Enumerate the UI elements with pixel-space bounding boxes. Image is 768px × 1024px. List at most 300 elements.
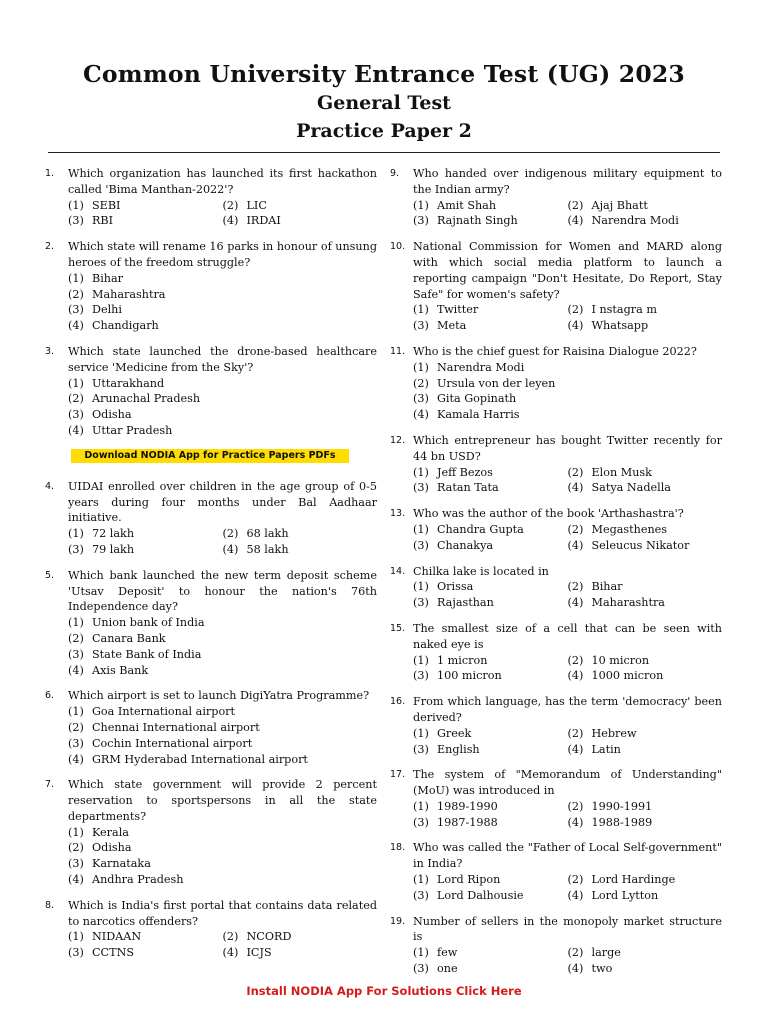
options-row	[68, 213, 377, 229]
option-2[interactable]	[568, 522, 723, 538]
options-list	[413, 302, 722, 334]
option-text: Gita Gopinath	[437, 392, 517, 406]
option-label: (3)	[413, 888, 429, 902]
question-4	[45, 479, 377, 558]
options-row	[413, 888, 722, 904]
option-label: (1)	[68, 705, 84, 719]
option-2[interactable]	[568, 465, 723, 481]
options-list	[68, 198, 377, 230]
option-label: (2)	[68, 287, 84, 301]
options-row	[68, 945, 377, 961]
option-2[interactable]	[568, 302, 723, 318]
question-text: Which organization has launched its first hackathon called 'Bima Manthan-2022'?	[68, 167, 377, 196]
option-2[interactable]	[68, 391, 377, 407]
option-label: (2)	[222, 930, 239, 944]
option-label: (4)	[222, 542, 239, 556]
option-text: Uttarakhand	[92, 376, 165, 390]
option-1[interactable]	[413, 522, 568, 538]
question-9	[390, 166, 722, 229]
options-list	[413, 579, 722, 611]
question-number: 14.	[390, 565, 406, 577]
option-2[interactable]	[68, 631, 377, 647]
option-label: (1)	[68, 376, 84, 390]
option-text: Meta	[437, 319, 467, 333]
option-3[interactable]	[413, 961, 568, 977]
option-label: (2)	[222, 527, 239, 541]
option-4[interactable]	[68, 663, 377, 679]
option-text: Andhra Pradesh	[92, 873, 184, 887]
option-label: (3)	[413, 319, 429, 333]
option-label: (2)	[567, 726, 584, 740]
option-text: few	[437, 946, 458, 960]
option-4[interactable]	[568, 668, 723, 684]
option-4[interactable]	[568, 480, 723, 496]
option-4[interactable]	[568, 595, 723, 611]
option-text: 1990-1991	[591, 799, 653, 813]
question-number: 7.	[45, 779, 55, 791]
question-number: 17.	[390, 769, 406, 781]
option-3[interactable]	[68, 856, 377, 872]
question-17	[390, 767, 722, 830]
option-2[interactable]	[223, 198, 378, 214]
option-label: (2)	[68, 841, 84, 855]
option-1[interactable]	[413, 872, 568, 888]
question-number: 19.	[390, 915, 406, 927]
option-label: (3)	[68, 214, 84, 228]
question-10	[390, 239, 722, 334]
option-label: (4)	[222, 946, 239, 960]
option-text: Rajnath Singh	[437, 214, 518, 228]
option-4[interactable]	[568, 318, 723, 334]
option-text: GRM Hyderabad International airport	[92, 752, 308, 766]
option-text: Ratan Tata	[437, 481, 499, 495]
option-4[interactable]	[568, 213, 723, 229]
options-row	[413, 318, 722, 334]
option-2[interactable]	[568, 872, 723, 888]
option-text: 58 lakh	[246, 542, 289, 556]
exam-subtitle: General Test	[317, 92, 451, 114]
option-3[interactable]	[413, 595, 568, 611]
option-label: (4)	[567, 538, 584, 552]
question-3	[45, 344, 377, 439]
option-text: Greek	[437, 726, 472, 740]
option-3[interactable]	[413, 538, 568, 554]
option-3[interactable]	[413, 391, 722, 407]
option-2[interactable]	[568, 653, 723, 669]
option-label: (2)	[68, 720, 84, 734]
download-app-banner[interactable]: Download NODIA App for Practice Papers PDFs	[71, 449, 349, 463]
option-label: (1)	[68, 616, 84, 630]
question-number: 10.	[390, 241, 406, 253]
option-text: Odisha	[92, 841, 132, 855]
option-4[interactable]	[68, 752, 377, 768]
option-text: Chandigarh	[92, 319, 159, 333]
option-3[interactable]	[68, 945, 223, 961]
option-label: (3)	[413, 742, 429, 756]
option-label: (2)	[567, 653, 584, 667]
question-text: Which state will rename 16 parks in honour of unsung heroes of the freedom struggle?	[68, 240, 377, 269]
option-1[interactable]	[68, 526, 223, 542]
option-label: (2)	[567, 465, 584, 479]
option-text: 10 micron	[591, 653, 650, 667]
options-list	[413, 872, 722, 904]
options-row	[413, 302, 722, 318]
option-label: (3)	[68, 946, 84, 960]
option-3[interactable]	[413, 668, 568, 684]
option-3[interactable]	[68, 302, 377, 318]
option-text: Amit Shah	[437, 198, 497, 212]
options-list	[68, 929, 377, 961]
option-3[interactable]	[68, 542, 223, 558]
option-text: CCTNS	[92, 946, 135, 960]
option-text: LIC	[246, 198, 267, 212]
option-label: (2)	[68, 392, 84, 406]
options-list	[68, 704, 377, 767]
question-text: Which entrepreneur has bought Twitter recently for 44 bn USD?	[413, 433, 722, 463]
option-4[interactable]	[68, 318, 377, 334]
option-text: ICJS	[246, 946, 272, 960]
question-12	[390, 433, 722, 496]
option-text: Hebrew	[591, 726, 637, 740]
option-text: Narendra Modi	[437, 360, 525, 374]
options-row	[413, 742, 722, 758]
question-text: National Commission for Women and MARD along with which social media platform to launch a reporting campaign "Don't Hesitate, Do Report, Stay Safe" for women's safety?	[413, 240, 722, 301]
question-number: 16.	[390, 696, 406, 708]
option-label: (3)	[413, 962, 429, 976]
option-label: (1)	[413, 522, 429, 536]
option-4[interactable]	[568, 888, 723, 904]
left-column	[45, 166, 377, 971]
question-text: Who was the author of the book 'Arthashastra'?	[413, 507, 684, 521]
option-text: Maharashtra	[92, 287, 166, 301]
question-number: 8.	[45, 899, 55, 911]
option-label: (1)	[68, 930, 84, 944]
options-row	[413, 872, 722, 888]
question-7	[45, 777, 377, 888]
option-label: (4)	[68, 663, 84, 677]
option-label: (3)	[68, 647, 84, 661]
option-label: (3)	[68, 857, 84, 871]
option-1[interactable]	[68, 929, 223, 945]
question-number: 15.	[390, 622, 406, 634]
option-4[interactable]	[68, 423, 377, 439]
option-text: IRDAI	[246, 214, 281, 228]
option-text: Lord Lytton	[591, 888, 659, 902]
question-text: UIDAI enrolled over children in the age group of 0-5 years during four months under Bal Aadhaar initiative.	[68, 479, 377, 525]
option-1[interactable]	[413, 653, 568, 669]
option-4[interactable]	[223, 542, 378, 558]
question-number: 2.	[45, 241, 55, 253]
options-row	[413, 961, 722, 977]
options-row	[413, 198, 722, 214]
option-label: (1)	[68, 271, 84, 285]
options-list	[68, 615, 377, 678]
option-text: two	[591, 962, 613, 976]
option-text: Maharashtra	[591, 596, 665, 610]
option-3[interactable]	[68, 213, 223, 229]
option-text: NIDAAN	[92, 930, 142, 944]
option-label: (3)	[68, 408, 84, 422]
option-label: (4)	[567, 888, 584, 902]
option-2[interactable]	[568, 726, 723, 742]
option-1[interactable]	[413, 360, 722, 376]
option-text: one	[437, 962, 458, 976]
option-4[interactable]	[223, 213, 378, 229]
question-text: Chilka lake is located in	[413, 564, 549, 578]
options-row	[68, 198, 377, 214]
option-label: (2)	[222, 198, 239, 212]
option-1[interactable]	[413, 198, 568, 214]
option-4[interactable]	[223, 945, 378, 961]
option-label: (4)	[567, 319, 584, 333]
option-text: Seleucus Nikator	[591, 538, 690, 552]
option-1[interactable]	[68, 825, 377, 841]
option-label: (4)	[567, 962, 584, 976]
question-number: 1.	[45, 168, 55, 179]
question-number: 12.	[390, 434, 406, 446]
question-1	[45, 166, 377, 229]
option-2[interactable]	[568, 799, 723, 815]
option-3[interactable]	[413, 888, 568, 904]
option-1[interactable]	[413, 465, 568, 481]
option-label: (4)	[567, 742, 584, 756]
option-label: (4)	[413, 408, 429, 422]
option-label: (4)	[68, 319, 84, 333]
option-1[interactable]	[413, 945, 568, 961]
option-label: (2)	[567, 522, 584, 536]
option-2[interactable]	[568, 198, 723, 214]
question-text: Which state launched the drone-based healthcare service 'Medicine from the Sky'?	[68, 344, 377, 374]
option-1[interactable]	[68, 615, 377, 631]
option-label: (1)	[413, 465, 429, 479]
option-label: (1)	[413, 946, 429, 960]
option-text: 1 micron	[437, 653, 488, 667]
options-row	[413, 799, 722, 815]
option-text: 1989-1990	[437, 799, 498, 813]
option-3[interactable]	[413, 213, 568, 229]
option-2[interactable]	[223, 929, 378, 945]
option-text: 100 micron	[437, 669, 502, 683]
option-label: (1)	[413, 653, 429, 667]
option-4[interactable]	[568, 742, 723, 758]
option-text: Arunachal Pradesh	[92, 392, 201, 406]
question-number: 3.	[45, 345, 55, 357]
option-label: (2)	[567, 580, 584, 594]
option-text: Axis Bank	[92, 663, 149, 677]
question-13	[390, 506, 722, 553]
option-text: 1000 micron	[591, 669, 664, 683]
question-number: 9.	[390, 168, 400, 179]
option-text: Uttar Pradesh	[92, 423, 173, 437]
option-label: (3)	[68, 303, 84, 317]
option-4[interactable]	[568, 538, 723, 554]
question-number: 11.	[390, 345, 406, 357]
option-label: (1)	[413, 580, 429, 594]
option-3[interactable]	[413, 318, 568, 334]
option-label: (3)	[413, 392, 429, 406]
option-text: NCORD	[246, 930, 292, 944]
question-text: Number of sellers in the monopoly market structure is	[413, 914, 722, 944]
option-label: (4)	[68, 873, 84, 887]
option-text: SEBI	[92, 198, 121, 212]
option-label: (2)	[567, 873, 584, 887]
options-list	[413, 465, 722, 497]
option-2[interactable]	[68, 840, 377, 856]
option-text: Chanakya	[437, 538, 494, 552]
option-label: (4)	[567, 815, 584, 829]
option-1[interactable]	[413, 579, 568, 595]
question-2	[45, 239, 377, 334]
option-label: (2)	[567, 198, 584, 212]
option-3[interactable]	[68, 647, 377, 663]
option-text: Rajasthan	[437, 596, 494, 610]
option-text: 1988-1989	[591, 815, 653, 829]
question-number: 5.	[45, 569, 55, 581]
option-label: (2)	[68, 631, 84, 645]
option-label: (3)	[413, 538, 429, 552]
option-2[interactable]	[413, 376, 722, 392]
question-19	[390, 914, 722, 977]
option-text: Satya Nadella	[591, 481, 671, 495]
option-label: (2)	[567, 303, 584, 317]
options-row	[413, 945, 722, 961]
option-text: Lord Dalhousie	[437, 888, 524, 902]
option-label: (2)	[567, 799, 584, 813]
option-3[interactable]	[413, 815, 568, 831]
option-3[interactable]	[413, 480, 568, 496]
question-16	[390, 694, 722, 757]
option-label: (1)	[68, 825, 84, 839]
option-label: (4)	[567, 596, 584, 610]
question-text: Which airport is set to launch DigiYatra Programme?	[68, 689, 370, 703]
question-5	[45, 568, 377, 679]
options-row	[413, 668, 722, 684]
option-text: Union bank of India	[92, 616, 205, 630]
option-label: (1)	[413, 726, 429, 740]
option-2[interactable]	[568, 579, 723, 595]
option-label: (1)	[413, 303, 429, 317]
option-4[interactable]	[413, 407, 722, 423]
options-row	[413, 213, 722, 229]
question-6	[45, 688, 377, 767]
question-text: The system of "Memorandum of Understanding" (MoU) was introduced in	[413, 768, 722, 798]
install-app-link[interactable]: Install NODIA App For Solutions Click Here	[246, 984, 522, 998]
option-label: (1)	[68, 198, 84, 212]
option-4[interactable]	[68, 872, 377, 888]
option-label: (1)	[413, 198, 429, 212]
option-text: Kerala	[92, 825, 129, 839]
option-4[interactable]	[568, 961, 723, 977]
right-column	[390, 166, 722, 987]
option-text: Delhi	[92, 303, 122, 317]
option-1[interactable]	[68, 198, 223, 214]
option-1[interactable]	[413, 726, 568, 742]
option-label: (4)	[567, 481, 584, 495]
option-text: 72 lakh	[92, 527, 135, 541]
options-row	[413, 595, 722, 611]
option-label: (4)	[567, 214, 584, 228]
option-text: Ursula von der leyen	[437, 376, 556, 390]
options-row	[413, 465, 722, 481]
options-list	[413, 653, 722, 685]
options-row	[413, 726, 722, 742]
option-text: Megasthenes	[591, 522, 668, 536]
option-text: Bihar	[92, 271, 124, 285]
option-2[interactable]	[68, 287, 377, 303]
question-15	[390, 621, 722, 684]
option-label: (3)	[68, 736, 84, 750]
option-1[interactable]	[413, 302, 568, 318]
option-text: Lord Ripon	[437, 873, 501, 887]
option-label: (4)	[222, 214, 239, 228]
option-label: (2)	[567, 946, 584, 960]
question-text: Who is the chief guest for Raisina Dialogue 2022?	[413, 344, 697, 358]
option-text: I nstagra m	[591, 303, 657, 317]
option-text: Orissa	[437, 580, 474, 594]
option-label: (4)	[68, 752, 84, 766]
option-text: 79 lakh	[92, 542, 135, 556]
option-text: Whatsapp	[591, 319, 649, 333]
option-3[interactable]	[68, 407, 377, 423]
options-list	[413, 360, 722, 423]
question-text: Which is India's first portal that contains data related to narcotics offenders?	[68, 898, 377, 928]
options-list	[413, 726, 722, 758]
paper-title: Practice Paper 2	[296, 120, 472, 142]
option-text: Elon Musk	[591, 465, 652, 479]
question-text: Which state government will provide 2 percent reservation to sportspersons in all the state departments?	[68, 778, 377, 823]
options-list	[68, 825, 377, 888]
option-text: RBI	[92, 214, 114, 228]
option-1[interactable]	[413, 799, 568, 815]
options-row	[413, 538, 722, 554]
options-row	[413, 653, 722, 669]
options-list	[68, 271, 377, 334]
option-label: (3)	[413, 669, 429, 683]
option-text: Twitter	[437, 303, 479, 317]
option-label: (4)	[68, 423, 84, 437]
option-text: Karnataka	[92, 857, 151, 871]
option-label: (3)	[68, 542, 84, 556]
option-text: Odisha	[92, 408, 132, 422]
option-text: Goa International airport	[92, 705, 236, 719]
option-2[interactable]	[68, 720, 377, 736]
option-3[interactable]	[413, 742, 568, 758]
option-4[interactable]	[568, 815, 723, 831]
options-list	[68, 526, 377, 558]
question-text: Who handed over indigenous military equipment to the Indian army?	[413, 167, 722, 196]
option-text: English	[437, 742, 480, 756]
option-1[interactable]	[68, 271, 377, 287]
options-list	[413, 799, 722, 831]
option-3[interactable]	[68, 736, 377, 752]
options-row	[68, 526, 377, 542]
option-label: (4)	[567, 669, 584, 683]
option-text: Canara Bank	[92, 631, 166, 645]
option-text: State Bank of India	[92, 647, 202, 661]
option-1[interactable]	[68, 376, 377, 392]
options-list	[413, 945, 722, 977]
option-text: Cochin International airport	[92, 736, 253, 750]
option-2[interactable]	[568, 945, 723, 961]
option-text: large	[591, 946, 621, 960]
options-row	[68, 929, 377, 945]
option-2[interactable]	[223, 526, 378, 542]
option-text: Narendra Modi	[591, 214, 679, 228]
options-row	[413, 480, 722, 496]
question-number: 4.	[45, 480, 55, 492]
option-text: Kamala Harris	[437, 408, 520, 422]
option-1[interactable]	[68, 704, 377, 720]
